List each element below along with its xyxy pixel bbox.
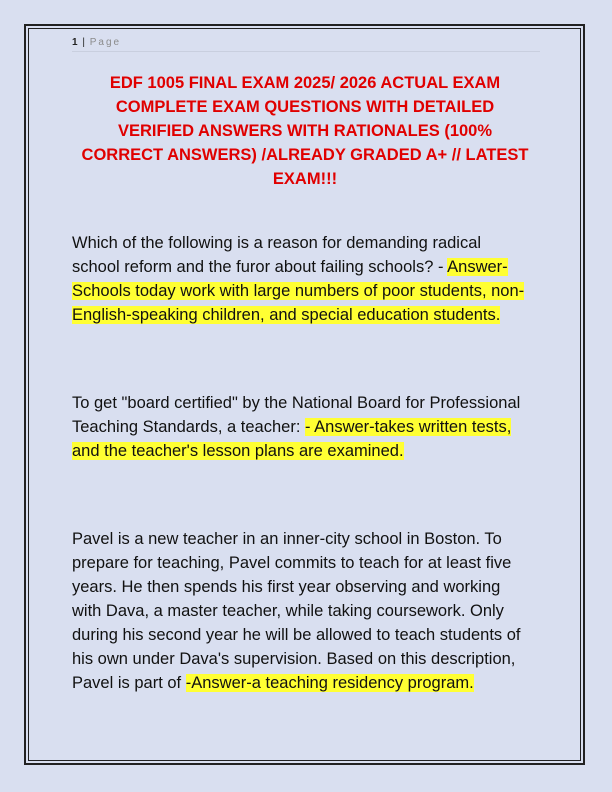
answer-highlight: -Answer-a teaching residency program. — [185, 674, 474, 692]
question-text: Pavel is a new teacher in an inner-city school in Boston. To prepare for teaching, Pavel commits to teach for at least five years. He then spends his first year observing and working with Dava, a master teacher, while taking coursework. Only during his second year he will be allowed to teach students of his own under Dava's supervision. Based on this description, Pavel is part of — [72, 530, 521, 692]
question-block — [72, 527, 532, 695]
question-block — [72, 391, 532, 463]
document-title: EDF 1005 FINAL EXAM 2025/ 2026 ACTUAL EXAM COMPLETE EXAM QUESTIONS WITH DETAILED VERIFIED ANSWERS WITH RATIONALES (100% CORRECT ANSWERS) /ALREADY GRADED A+ // LATEST EXAM!!! — [81, 74, 529, 188]
header-separator: | — [82, 37, 85, 48]
question-block — [72, 231, 532, 327]
answer-highlight: Answer-Schools today work with large numbers of poor students, non-English-speaking children, and special education students. — [72, 258, 525, 324]
question-text: Which of the following is a reason for demanding radical school reform and the furor about failing schools? - — [72, 234, 482, 276]
page-label: Page — [89, 37, 122, 48]
question-text: To get "board certified" by the National Board for Professional Teaching Standards, a teacher: — [72, 394, 521, 436]
page-header — [72, 37, 540, 52]
answer-highlight: - Answer-takes written tests, and the teacher's lesson plans are examined. — [72, 418, 512, 460]
page-number: 1 — [72, 37, 78, 48]
